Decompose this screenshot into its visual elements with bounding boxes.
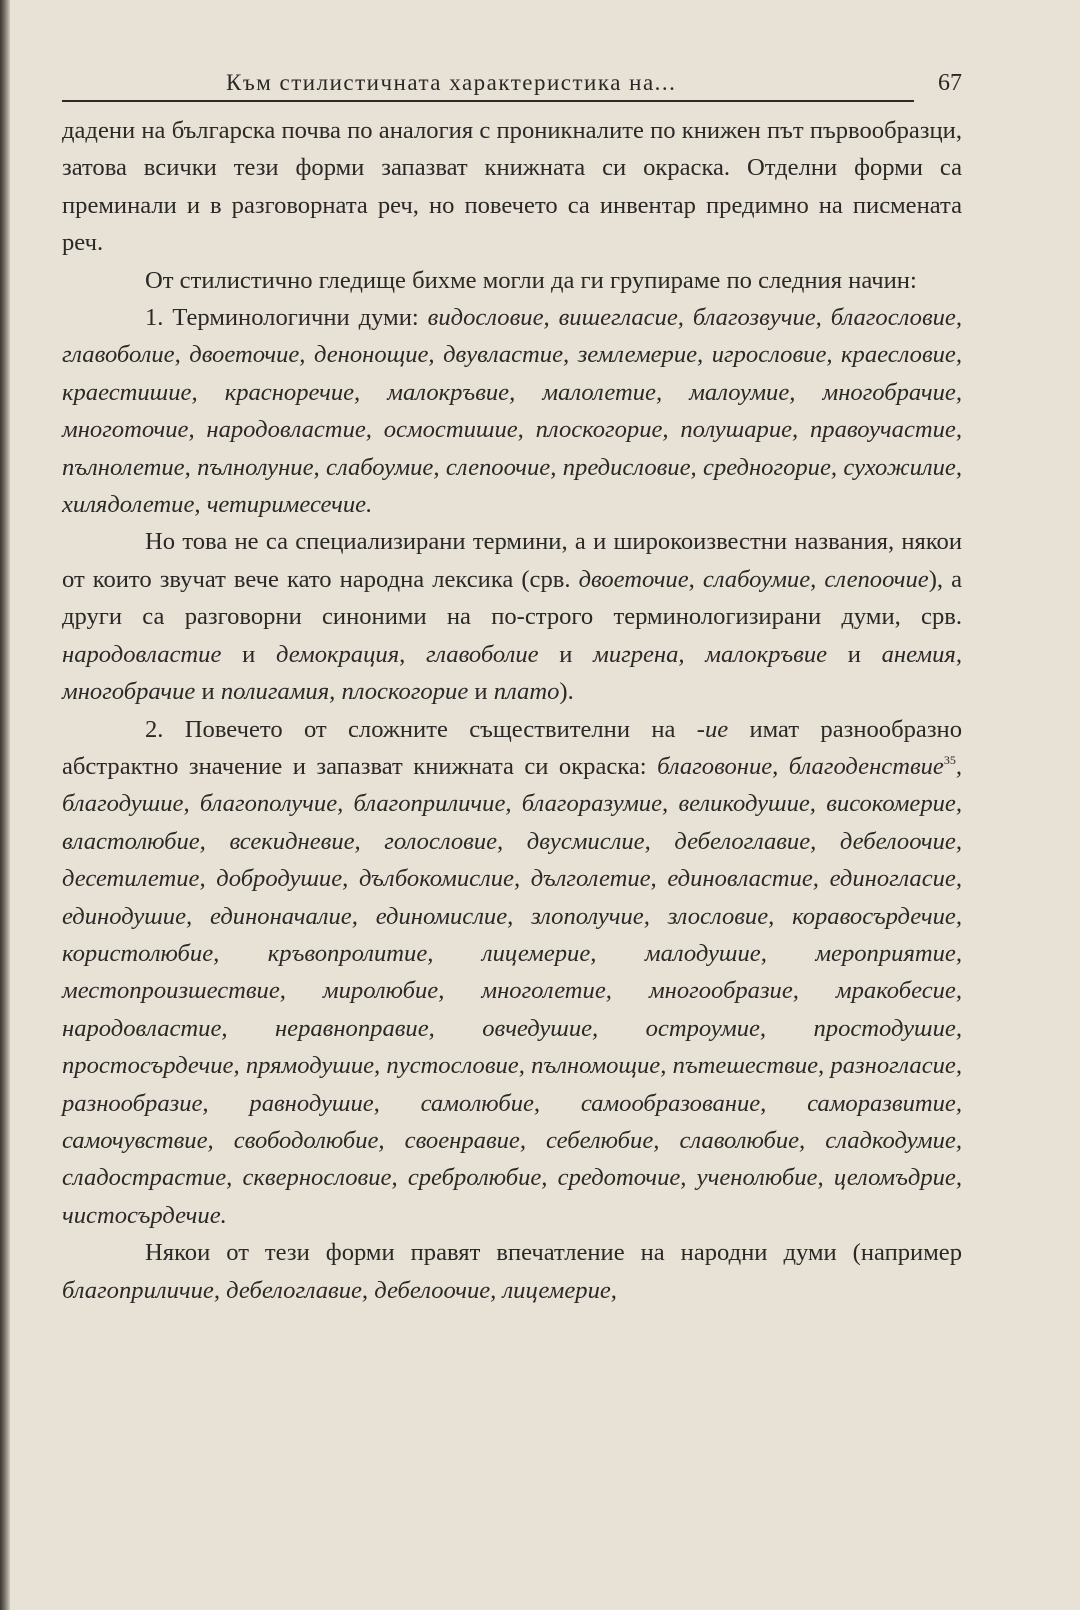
running-title: Към стилистичната характеристика на...	[226, 70, 677, 95]
footnote-ref: 35	[943, 752, 956, 767]
book-spine-shadow	[0, 0, 10, 1610]
text-run: ), а други са разговорни синоними на по-строго терминологизирани думи, срв.	[62, 565, 963, 631]
paragraph	[62, 262, 962, 299]
italic-terms: анемия, многобрачие	[62, 640, 962, 706]
text-run: ).	[559, 678, 574, 706]
text-run: 1. Терминологични думи:	[145, 304, 428, 332]
text-run: и	[221, 640, 276, 668]
italic-terms: двоеточие, слабоумие, слепоочие	[578, 565, 929, 593]
italic-terms: полигамия, плоскогорие	[220, 678, 469, 706]
page-header	[62, 62, 962, 102]
italic-terms: благоприличие, дебелоглавие, дебелоочие, лицемерие,	[62, 1276, 617, 1304]
text-run: От стилистично гледище бихме могли да ги групираме по следния начин:	[145, 266, 917, 294]
text-run: дадени на българска почва по аналогия с проникналите по книжен път първообразци, затова всички тези форми запазват книжната си окраска. Отделни форми са преминали и в разговорната реч, но повечето са инвентар предимно на писмената реч.	[62, 117, 962, 257]
page-number: 67	[938, 70, 962, 96]
paragraph	[62, 711, 962, 1235]
paragraph	[62, 1234, 962, 1309]
italic-terms: благовоние, благоденствие	[657, 752, 944, 780]
body-text	[62, 112, 962, 1309]
text-run: Някои от тези форми правят впечатление на народни думи (например	[145, 1239, 962, 1267]
paragraph	[62, 523, 962, 710]
italic-terms: народовластие	[62, 640, 222, 668]
text-run: и	[538, 640, 594, 668]
italic-terms: видословие, вишегласие, благозвучие, благословие, главоболие, двоеточие, денонощие, двувластие, землемерие, игрословие, краесловие, краестишие, красноречие, малокръвие, малолетие, малоумие, многобрачие, многоточие, народовластие, осмостишие, плоскогорие, полушарие, правоучастие, пълнолетие, пълнолуние, слабоумие, слепоочие, предисловие, средногорие, сухожилие, хилядолетие, четиримесечие.	[62, 304, 962, 519]
header-rule	[62, 100, 914, 102]
text-run: Но това не са специализирани термини, а и широкоизвестни названия, някои от които звучат вече като народна лексика (срв.	[62, 528, 962, 593]
text-run: 2. Повечето от сложните съществителни на -	[145, 715, 705, 743]
paragraph	[62, 299, 962, 523]
text-run: имат разнообразно абстрактно значение и запазват книжната си окраска:	[62, 715, 962, 780]
paragraph	[62, 112, 962, 262]
italic-terms: , благодушие, благополучие, благоприличие, благоразумие, великодушие, високомерие, властолюбие, всекидневие, голословие, двусмислие, дебелоглавие, дебелоочие, десетилетие, добродушие, дълбокомислие, дълголетие, единовластие, единогласие, единодушие, единоначалие, единомислие, злополучие, злословие, коравосърдечие, користолюбие, кръвопролитие, лицемерие, малодушие, мероприятие, местопроизшествие, миролюбие, многолетие, многообразие, мракобесие, народовластие, неравноправие, овчедушие, остроумие, простодушие, простосърдечие, прямодушие, пустословие, пълномощие, пътешествие, разногласие, разнообразие, равнодушие, самолюбие, самообразование, саморазвитие, самочувствие, свободолюбие, своенравие, себелюбие, славолюбие, сладкодумие, сладострастие, сквернословие, сребролюбие, средоточие, ученолюбие, целомъдрие, чистосърдечие.	[62, 752, 963, 1229]
italic-terms: мигрена, малокръвие	[593, 640, 828, 668]
text-run: и	[468, 678, 494, 706]
italic-terms: демокрация, главоболие	[275, 640, 539, 668]
italic-terms: плато	[493, 678, 560, 706]
italic-terms: ие	[704, 715, 729, 743]
text-run: и	[195, 678, 221, 706]
text-run: и	[827, 640, 882, 668]
